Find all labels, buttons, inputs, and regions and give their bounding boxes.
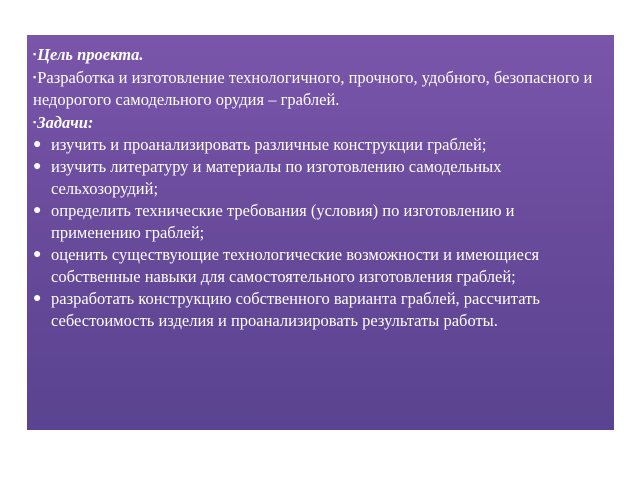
task-item [33, 244, 608, 288]
task-text: разработать конструкцию собственного варианта граблей, рассчитать себестоимость изделия и проанализировать результаты работы. [51, 289, 540, 330]
square-bullet-icon: ▪ [33, 117, 37, 127]
round-bullet-icon: ● [33, 247, 42, 262]
round-bullet-icon: ● [33, 291, 42, 306]
task-item [33, 200, 608, 244]
round-bullet-icon: ● [33, 159, 42, 174]
square-bullet-icon: ▪ [33, 49, 37, 59]
goal-text-line [33, 66, 608, 111]
tasks-heading-line [33, 111, 608, 134]
goal-heading: Цель проекта. [37, 45, 144, 64]
round-bullet-icon: ● [33, 203, 42, 218]
goal-text: Разработка и изготовление технологичного, прочного, удобного, безопасного и недорогого самодельного орудия – граблей. [33, 68, 593, 109]
task-item [33, 134, 608, 156]
task-text: изучить литературу и материалы по изготовлению самодельных сельхозорудий; [51, 157, 502, 198]
task-text: оценить существующие технологические возможности и имеющиеся собственные навыки для самостоятельного изготовления граблей; [51, 245, 540, 286]
slide-panel [27, 35, 614, 430]
task-text: определить технические требования (условия) по изготовлению и применению граблей; [51, 201, 515, 242]
task-item [33, 288, 608, 332]
round-bullet-icon: ● [33, 137, 42, 152]
task-text: изучить и проанализировать различные конструкции граблей; [51, 135, 487, 154]
task-item [33, 156, 608, 200]
tasks-heading: Задачи: [37, 113, 94, 132]
goal-heading-line [33, 43, 608, 66]
square-bullet-icon: ▪ [33, 72, 37, 82]
